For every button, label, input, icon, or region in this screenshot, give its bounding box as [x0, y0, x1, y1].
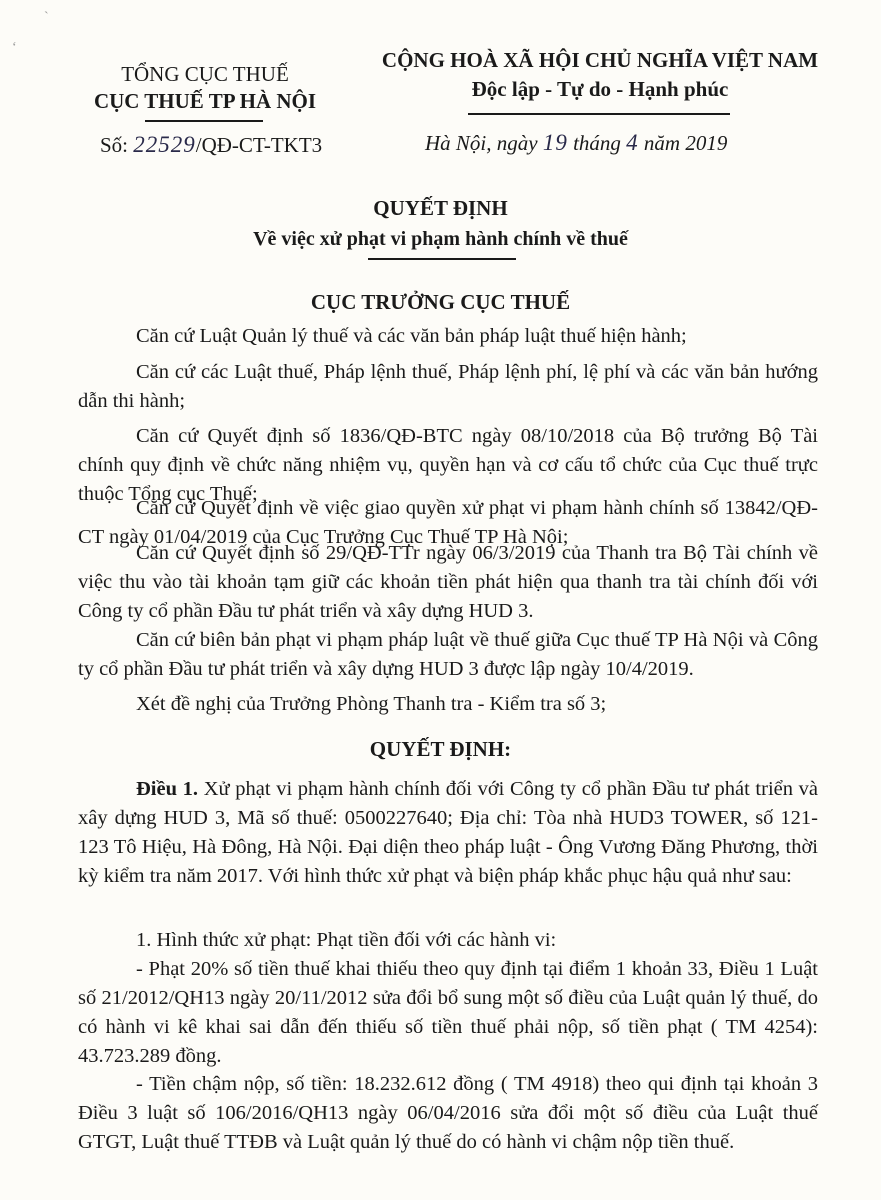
number-handwritten: 22529: [133, 132, 196, 157]
date-prefix: Hà Nội, ngày: [425, 131, 538, 155]
country-name: CỘNG HOÀ XÃ HỘI CHỦ NGHĨA VIỆT NAM: [381, 48, 819, 72]
number-prefix: Số:: [100, 133, 129, 157]
penalty-item-2: - Tiền chậm nộp, số tiền: 18.232.612 đồng ( TM 4918) theo qui định tại khoản 3 Điều 3 luật số 106/2016/QH13 ngày 06/04/2016 sửa đổi một số điều của Luật thuế GTGT, Luật thuế TTĐB và Luật quản lý thuế do có hành vi chậm nộp tiền thuế.: [78, 1073, 818, 1153]
article-1: [78, 775, 818, 891]
agency-underline: [145, 120, 263, 122]
date-day-handwritten: 19: [542, 130, 568, 155]
issuing-agency-block: [80, 62, 330, 114]
article-1-label: Điều 1.: [136, 778, 199, 800]
penalty-item-1: - Phạt 20% số tiền thuế khai thiếu theo quy định tại điểm 1 khoản 33, Điều 1 Luật số 21/2012/QH13 ngày 20/11/2012 sửa đổi bổ sung một số điều của Luật quản lý thuế, do có hành vi kê khai sai dẫn đến thiếu số tiền thuế phải nộp, số tiền phạt ( TM 4254): 43.723.289 đồng.: [78, 958, 818, 1067]
ground-3: Căn cứ Quyết định số 1836/QĐ-BTC ngày 08/10/2018 của Bộ trưởng Bộ Tài chính quy định về chức năng nhiệm vụ, quyền hạn và cơ cấu tổ chức của Cục thuế trực thuộc Tổng cục Thuế;: [78, 425, 818, 505]
document-title: QUYẾT ĐỊNH: [373, 196, 508, 220]
date-month-label: tháng: [573, 131, 621, 155]
scan-speck: ‘: [12, 40, 17, 55]
document-date: [425, 130, 727, 156]
document-subtitle: Về việc xử phạt vi phạm hành chính về thuế: [253, 228, 628, 250]
penalty-form: 1. Hình thức xử phạt: Phạt tiền đối với các hành vi:: [136, 929, 557, 951]
ground-1: Căn cứ Luật Quản lý thuế và các văn bản pháp luật thuế hiện hành;: [136, 325, 687, 347]
date-year: năm 2019: [643, 131, 728, 155]
ground-4: Căn cứ Quyết định về việc giao quyền xử phạt vi phạm hành chính số 13842/QĐ-CT ngày 01/04/2019 của Cục Trưởng Cục Thuế TP Hà Nội;: [78, 497, 818, 548]
issuing-authority: CỤC TRƯỞNG CỤC THUẾ: [310, 290, 571, 314]
ground-2: Căn cứ các Luật thuế, Pháp lệnh thuế, Pháp lệnh phí, lệ phí và các văn bản hướng dẫn thi hành;: [78, 361, 818, 412]
number-suffix: /QĐ-CT-TKT3: [195, 133, 323, 157]
parent-agency: TỔNG CỤC THUẾ: [121, 62, 289, 86]
ground-7: Xét đề nghị của Trưởng Phòng Thanh tra - Kiểm tra số 3;: [136, 693, 607, 715]
decision-heading: QUYẾT ĐỊNH:: [369, 737, 512, 761]
document-number: [100, 132, 322, 158]
ground-6: Căn cứ biên bản phạt vi phạm pháp luật về thuế giữa Cục thuế TP Hà Nội và Công ty cổ phần Đầu tư phát triển và xây dựng HUD 3 được lập ngày 10/4/2019.: [78, 629, 818, 680]
agency-name: CỤC THUẾ TP HÀ NỘI: [93, 89, 317, 113]
national-header-block: [360, 48, 840, 102]
subtitle-underline: [368, 258, 516, 260]
ground-5: Căn cứ Quyết định số 29/QĐ-TTr ngày 06/3/2019 của Thanh tra Bộ Tài chính về việc thu vào tài khoản tạm giữ các khoản tiền phát hiện qua thanh tra tài chính đối với Công ty cổ phần Đầu tư phát triển và xây dựng HUD 3.: [78, 542, 818, 622]
national-motto: Độc lập - Tự do - Hạnh phúc: [471, 77, 729, 101]
article-1-text: Xử phạt vi phạm hành chính đối với Công ty cổ phần Đầu tư phát triển và xây dựng HUD 3, Mã số thuế: 0500227640; Địa chỉ: Tòa nhà HUD3 TOWER, số 121- 123 Tô Hiệu, Hà Đông, Hà Nội. Đại diện theo pháp luật - Ông Vương Đăng Phương, thời kỳ kiểm tra năm 2017. Với hình thức xử phạt và biện pháp khắc phục hậu quả như sau:: [78, 778, 818, 887]
scan-speck: `: [44, 10, 49, 25]
motto-underline: [468, 113, 730, 115]
date-month-handwritten: 4: [626, 130, 639, 155]
